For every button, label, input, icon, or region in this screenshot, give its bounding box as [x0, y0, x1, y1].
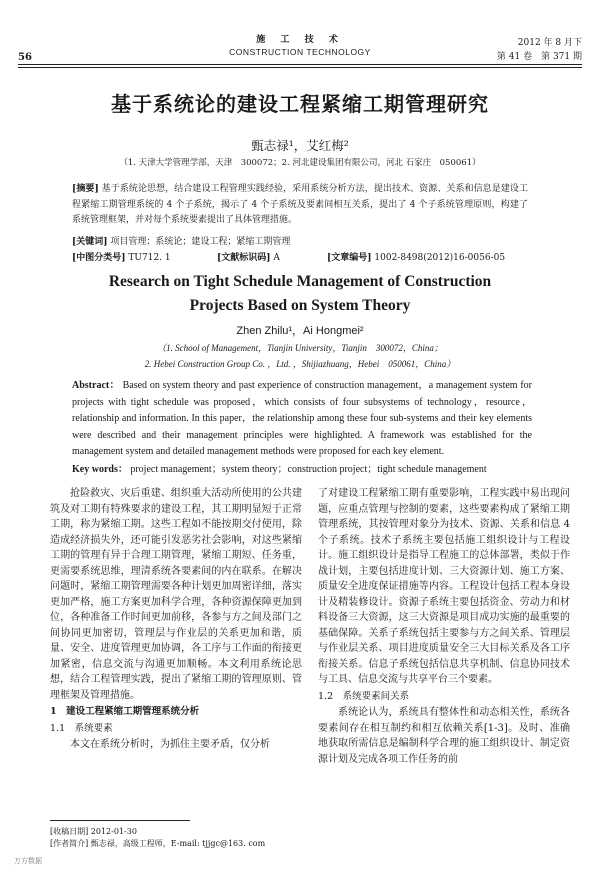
doc-code	[217, 250, 327, 263]
abstract-en	[72, 378, 532, 461]
keywords-en-label: Key words：	[72, 464, 128, 475]
footnote-rule	[50, 820, 190, 821]
keywords-en	[72, 460, 532, 475]
keywords-cn-text: 项目管理；系统论；建设工程；紧缩工期管理	[110, 237, 291, 247]
volume-issue: 第 41 卷 第 371 期	[496, 52, 582, 62]
keywords-cn	[72, 234, 528, 247]
abstract-cn-text: 基于系统论思想，结合建设工程管理实践经验，采用系统分析方法，提出技术、资源、关系和信息是建设工程紧缩工期管理系统的 4 个子系统，揭示了 4 个子系统及要素间相互关系，提出了 4 个子系统管理原则，构建了系统管理框架，并对每个系统要素提出了具体管理措施。	[72, 184, 528, 225]
affiliation-en-line1: （1. School of Management，Tianjin University，Tianjin 300072，China；	[157, 343, 443, 353]
body-column-left	[50, 486, 302, 753]
body-column-right	[318, 486, 570, 767]
affiliation-cn: （1. 天津大学管理学部，天津 300072；2. 河北建设集团有限公司，河北 石家庄 050061）	[119, 158, 481, 168]
subsection-heading-1-1: 1.1 系统要素	[50, 722, 113, 734]
received-date: [收稿日期] 2012-01-30	[50, 827, 137, 836]
title-en-line2: Projects Based on System Theory	[189, 297, 411, 314]
body-paragraph: 本文在系统分析时，为抓住主要矛盾，仅分析	[70, 739, 270, 750]
footnote	[50, 826, 265, 850]
journal-name-cn: 施 工 技 术	[256, 35, 344, 45]
doc-code-label: [文献标识码]	[217, 253, 271, 263]
abstract-cn	[72, 182, 528, 229]
issue-date: 2012 年 8 月下	[517, 38, 582, 48]
article-title-en	[0, 270, 600, 318]
authors-en: Zhen Zhilu¹，Ai Hongmei²	[236, 325, 364, 337]
journal-name-en: CONSTRUCTION TECHNOLOGY	[229, 47, 371, 57]
issue-info	[497, 36, 582, 64]
doc-code-value: A	[273, 253, 280, 263]
abstract-en-label: Abstract：	[72, 380, 120, 391]
subsection-heading-1-2: 1.2 系统要素间关系	[318, 690, 410, 702]
abstract-en-text: Based on system theory and past experience of construction management，a management system for projects with tight schedule was proposed，which consists of four subsystems of technology，resource，relationship and information. In this paper，the relationship among these four sub-systems and their key elements were described and their management principles were highlighted. A framework was established for the management system and detailed management methods were proposed for each key element.	[72, 380, 533, 457]
article-number	[327, 250, 528, 263]
clc-number	[72, 250, 217, 263]
author-bio: [作者简介] 甄志禄，高级工程师，E-mail: tjjgc@163. com	[50, 839, 266, 848]
body-paragraph: 抢险救灾、灾后重建、组织重大活动所使用的公共建筑及对工期有特殊要求的建设工程，其工期明显短于正常工期，称为紧缩工期。这些工程如不能按期交付使用，除造成经济损失外，还可能引发恶劣社会影响，对这些紧缩工期的管理有异于合理工期管理，紧缩工期短、任务重，更需要系统思维，理清系统各要素间的内在联系。在解决问题时，紧缩工期管理需要各种计划更加周密详细，落实更加严格，施工方案更加科学合理，各种资源保障更加到位，各种准备工作时间更加前移，各参与方之间及部门之间协同更加密切，管理层与作业层的关系更加和谐，质量、安全、进度管理更加协调，各工序与工作面的衔接更加紧密，信息交流与沟通更加顺畅。本文利用系统论思想，结合工程管理实践，提出了紧缩工期的管理原则、管理框架及管理措施。	[50, 488, 302, 701]
classification-row	[72, 250, 528, 263]
keywords-en-text: project management；system theory；construction project；tight schedule management	[130, 464, 487, 475]
page-number: 56	[18, 52, 32, 63]
title-en-line1: Research on Tight Schedule Management of Construction	[108, 273, 492, 290]
clc-label: [中图分类号]	[72, 253, 126, 263]
article-title-cn: 基于系统论的建设工程紧缩工期管理研究	[111, 92, 489, 116]
affiliation-en-line2: 2. Hebei Construction Group Co. ，Ltd. ，Shijiazhuang，Hebei 050061，China）	[144, 359, 456, 369]
body-paragraph: 系统论认为，系统具有整体性和动态相关性，系统各要素间存在相互制约和相互依赖关系[1-3]。及时、准确地获取所需信息是编制科学合理的施工组织设计、制定资源计划及完成各项工作任务的前	[318, 707, 570, 765]
clc-value: TU712. 1	[128, 253, 171, 263]
watermark: 万方数据	[14, 858, 42, 865]
keywords-cn-label: [关键词]	[72, 237, 108, 247]
header-rule-thin	[18, 67, 582, 68]
article-number-value: 1002-8498(2012)16-0056-05	[374, 253, 506, 263]
header-rule-thick	[18, 64, 582, 65]
article-number-label: [文章编号]	[327, 253, 372, 263]
body-paragraph: 了对建设工程紧缩工期有重要影响，工程实践中易出现问题，应重点管理与控制的要素，这些要素构成了紧缩工期管理系统，其按管理对象分为技术、资源、关系和信息 4 个子系统。技术子系统主要包括施工组织设计与工程设计。施工组织设计是指导工程施工的总体部署，类似于作战计划，主要包括进度计划、三大资源计划、施工方案、质量安全进度保证措施等内容。工程设计包括工程本身设计及精装修设计。资源子系统主要包括资金、劳动力和材料设备三大资源，这三大资源是项目成功实施的最重要的基础保障。关系子系统包括主要参与方之间关系、管理层与作业层关系、项目进度质量安全三大目标关系及各工序衔接关系。信息子系统包括信息共享机制、信息协同技术与工具、信息交流与共享平台三个要素。	[318, 488, 570, 685]
authors-cn: 甄志禄¹，艾红梅²	[251, 138, 349, 153]
affiliation-en	[0, 340, 600, 372]
abstract-cn-label: [摘要]	[72, 184, 99, 194]
section-heading-1: 1 建设工程紧缩工期管理系统分析	[50, 706, 200, 717]
